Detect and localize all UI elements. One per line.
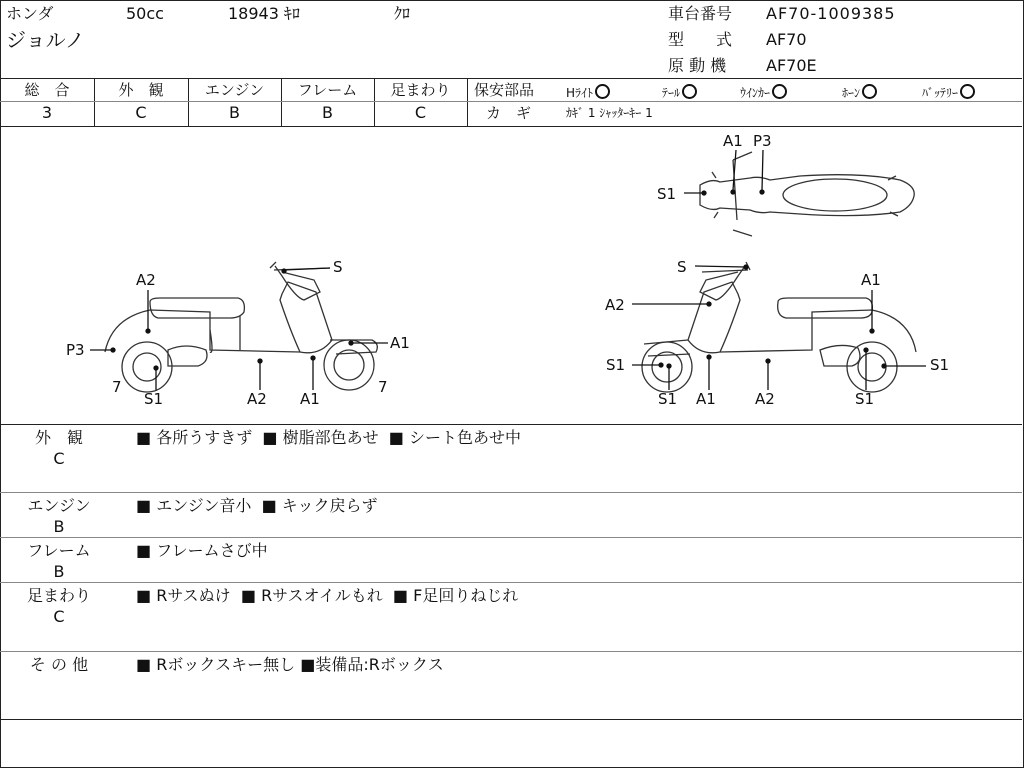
mark-left-s1: S1 (144, 390, 164, 408)
mark-right-s1-bottom-rear: S1 (855, 390, 875, 408)
maker: ホンダ (6, 4, 54, 23)
grade-frame-value: B (322, 103, 333, 122)
mark-left-7-rear: 7 (112, 378, 122, 396)
frame-no-value: AF70-1009385 (766, 4, 896, 23)
mark-left-a1-side: A1 (390, 334, 410, 352)
grade-overall-value: 3 (41, 103, 53, 122)
key-value: ｶｷﾞ 1 ｼｬｯﾀｰｷｰ 1 (566, 106, 653, 120)
mark-right-s1-bottom-front: S1 (658, 390, 678, 408)
grade-engine-label: エンジン (204, 81, 265, 99)
frame-no-label: 車台番号 (668, 4, 733, 23)
section-other-items: ■ Rボックスキー無し ■装備品:Rボックス (136, 655, 444, 674)
model-name: ジョルノ (6, 28, 85, 52)
section-exterior-grade: C (53, 449, 65, 468)
section-frame-items: ■ フレームさび中 (136, 541, 268, 560)
mark-top-a1: A1 (723, 132, 743, 150)
grade-frame-label: フレーム (297, 81, 358, 99)
section-frame-label: フレーム (27, 541, 91, 560)
mark-left-s: S (333, 258, 343, 276)
key-label: カ ギ (486, 104, 532, 122)
grade-suspension-label: 足まわり (390, 81, 451, 99)
ok-circle-icon (960, 84, 975, 99)
grade-exterior-value: C (135, 103, 147, 122)
mark-right-s1-left: S1 (606, 356, 626, 374)
safety-item-battery: ﾊﾞｯﾃﾘｰ (922, 84, 975, 99)
ok-circle-icon (862, 84, 877, 99)
mileage: 18943 ｷﾛ (228, 4, 300, 23)
ok-circle-icon (595, 84, 610, 99)
grade-suspension-value: C (414, 103, 427, 122)
mark-left-p3: P3 (66, 341, 85, 359)
section-frame-grade: B (53, 562, 65, 581)
engine-label: 原 動 機 (668, 56, 727, 75)
section-suspension-items: ■ Rサスぬけ ■ Rサスオイルもれ ■ F足回りねじれ (136, 586, 519, 605)
mark-right-a1-top: A1 (861, 271, 881, 289)
type-label: 型 式 (668, 30, 733, 49)
safety-label: 保安部品 (474, 81, 535, 99)
mark-left-a2-top: A2 (136, 271, 156, 289)
safety-item-horn: ﾎｰﾝ (842, 84, 877, 99)
mark-right-s: S (677, 258, 687, 276)
safety-item-tail: ﾃｰﾙ (662, 84, 697, 99)
section-exterior-items: ■ 各所うすきず ■ 樹脂部色あせ ■ シート色あせ中 (136, 428, 521, 447)
mark-right-s1-right: S1 (930, 356, 950, 374)
engine-value: AF70E (766, 56, 817, 75)
section-suspension-grade: C (53, 607, 65, 626)
section-other-label: そ の 他 (29, 655, 89, 674)
mark-left-a1-bottom: A1 (300, 390, 320, 408)
section-engine-grade: B (53, 517, 65, 536)
section-engine-label: エンジン (27, 496, 91, 515)
mark-left-a2-bottom: A2 (247, 390, 267, 408)
mark-right-a2-side: A2 (605, 296, 625, 314)
safety-item-headlight: Hﾗｲﾄ (566, 84, 610, 99)
color: ｸﾛ (394, 4, 411, 23)
displacement: 50cc (126, 4, 164, 23)
mark-left-7-front: 7 (378, 378, 388, 396)
mark-top-p3: P3 (753, 132, 772, 150)
section-suspension-label: 足まわり (26, 586, 91, 605)
scooter-diagrams (0, 126, 1022, 424)
safety-item-winker: ｳｲﾝｶｰ (740, 84, 787, 99)
mark-right-a2-bottom: A2 (755, 390, 775, 408)
mark-top-s1: S1 (657, 185, 677, 203)
section-engine-items: ■ エンジン音小 ■ キック戻らず (136, 496, 378, 515)
ok-circle-icon (772, 84, 787, 99)
type-value: AF70 (766, 30, 807, 49)
grade-exterior-label: 外 観 (118, 81, 164, 99)
mark-right-a1-bottom: A1 (696, 390, 716, 408)
section-exterior-label: 外 観 (34, 428, 83, 447)
grade-overall-label: 総 合 (24, 81, 70, 99)
ok-circle-icon (682, 84, 697, 99)
grade-engine-value: B (229, 103, 240, 122)
